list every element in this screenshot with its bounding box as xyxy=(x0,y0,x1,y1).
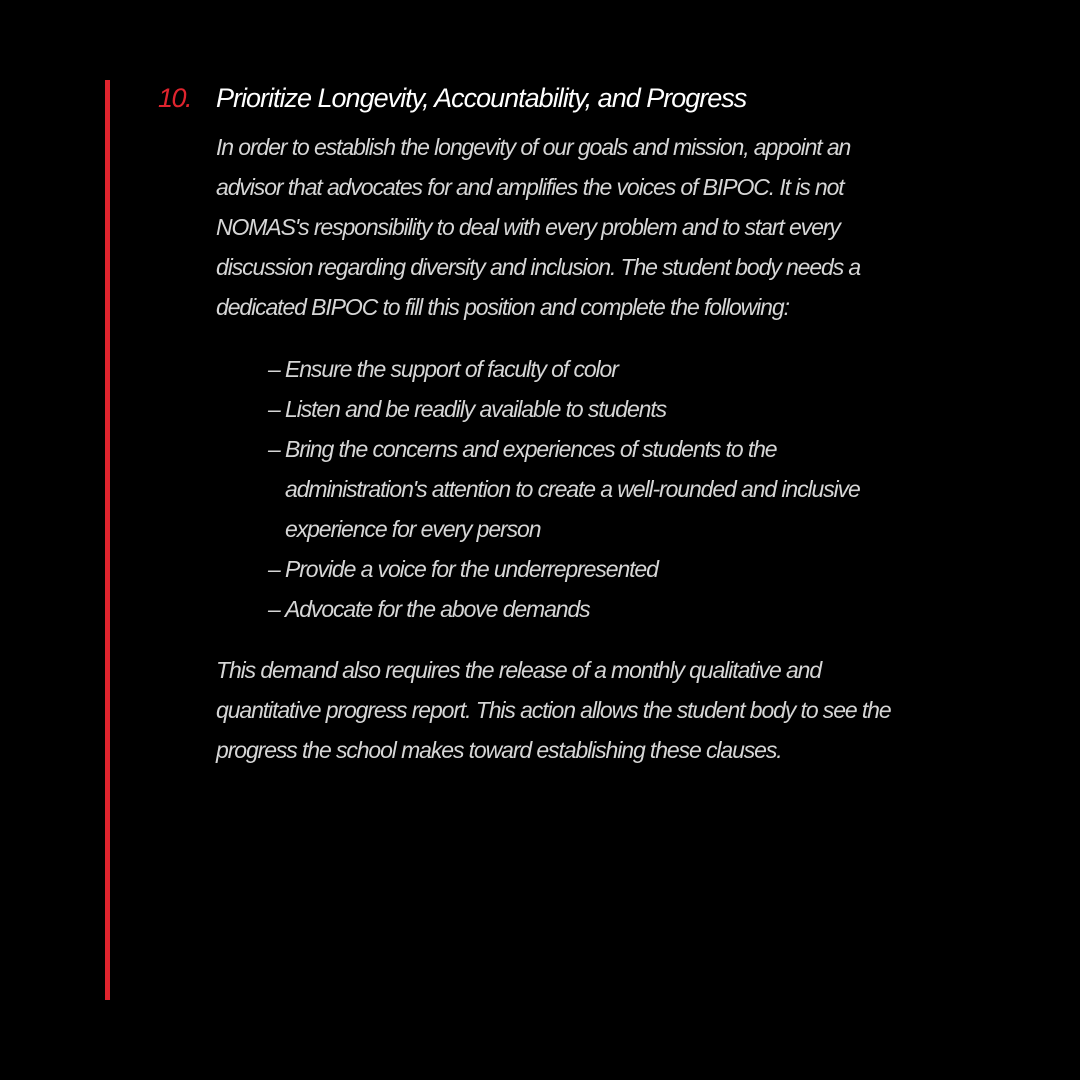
list-item xyxy=(268,589,988,629)
closing-line: progress the school makes toward establishing these clauses. xyxy=(216,737,782,763)
demand-title: Prioritize Longevity, Accountability, and Progress xyxy=(216,82,747,113)
intro-line: In order to establish the longevity of our goals and mission, appoint an xyxy=(216,134,851,160)
intro-paragraph xyxy=(216,127,976,327)
list-item xyxy=(268,549,988,589)
dash-marker: – xyxy=(268,356,280,382)
list-item-text: Listen and be readily available to students xyxy=(285,396,667,422)
intro-line: discussion regarding diversity and inclusion. The student body needs a xyxy=(216,254,861,280)
closing-line: This demand also requires the release of a monthly qualitative and xyxy=(216,657,822,683)
intro-line: advisor that advocates for and amplifies the voices of BIPOC. It is not xyxy=(216,174,844,200)
list-item xyxy=(268,429,988,549)
list-item-text: administration's attention to create a well-rounded and inclusive xyxy=(285,476,860,502)
demand-heading xyxy=(158,78,746,118)
closing-paragraph xyxy=(216,650,976,770)
demand-number: 10. xyxy=(158,82,192,113)
intro-line: dedicated BIPOC to fill this position and complete the following: xyxy=(216,294,789,320)
list-item xyxy=(268,389,988,429)
dash-marker: – xyxy=(268,556,280,582)
closing-line: quantitative progress report. This action allows the student body to see the xyxy=(216,697,891,723)
list-item-text: Bring the concerns and experiences of students to the xyxy=(285,436,777,462)
list-item xyxy=(268,349,988,389)
responsibilities-list xyxy=(268,349,988,629)
list-item-text: Provide a voice for the underrepresented xyxy=(285,556,658,582)
red-accent-bar xyxy=(105,80,110,1000)
dash-marker: – xyxy=(268,396,280,422)
list-item-text: Advocate for the above demands xyxy=(285,596,590,622)
dash-marker: – xyxy=(268,596,280,622)
dash-marker: – xyxy=(268,436,280,462)
list-item-text: Ensure the support of faculty of color xyxy=(285,356,618,382)
intro-line: NOMAS's responsibility to deal with every problem and to start every xyxy=(216,214,840,240)
list-item-text: experience for every person xyxy=(285,516,541,542)
